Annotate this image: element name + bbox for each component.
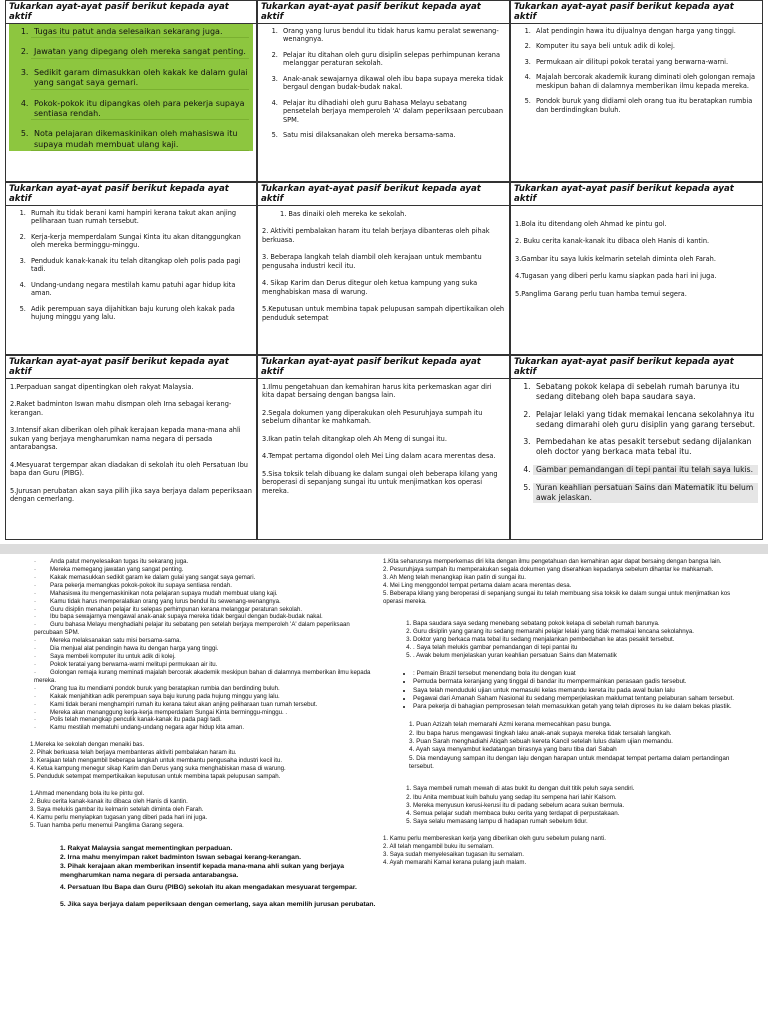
answer-line: 2. Buku cerita kanak-kanak itu dibaca oleh Hanis di kantin.: [30, 797, 188, 805]
answer-line: 3. Puan Sarah menghadiahi Atiqah sebuah kereta Kancil setelah lulus dalam ujian memandu.: [409, 738, 673, 746]
answer-item: · Kamu mestilah mematuhi undang-undang negara agar hidup kita aman.: [34, 724, 380, 732]
page-divider: [0, 544, 768, 554]
list-item: 2. Komputer itu saya beli untuk adik di kolej.: [533, 42, 758, 50]
answer-item: · Kamu tidak harus memperalatkan orang yang lurus bendul itu sewenang-wenangnya.: [34, 598, 380, 606]
list-item: 5.Panglima Garang perlu tuan hamba temui segera.: [515, 289, 687, 298]
list-item: 4.Tugasan yang diberi perlu kamu siapkan pada hari ini juga.: [515, 272, 717, 281]
answer-item: • Pegawai dari Amanah Saham Nasional itu sedang memperjelaskan maklumat tentang pelaburan saham tersebut.: [413, 695, 745, 703]
answer-block-bold: [60, 844, 380, 910]
answer-line: 4. Ayah saya menyambut kedatangan birasnya yang baru tiba dari Sabah: [409, 746, 617, 754]
answer-line: 1.Ahmad menendang bola itu ke pintu gol.: [30, 789, 145, 797]
answer-list: [383, 785, 745, 825]
list-item: 1. Bas dinaiki oleh mereka ke sekolah.: [280, 210, 407, 218]
answer-item: · Kami tidak berani menghampiri rumah itu kerana takut akan anjing peliharaan tuan rumah tersebut.: [34, 701, 380, 709]
answer-line: 3. Pihak kerajaan akan memberikan insentif kepada mana-mana ahli sukan yang berjaya mengharumkan nama negara di persada antarabangsa.: [60, 862, 345, 880]
list-item: 3. Beberapa langkah telah diambil oleh kerajaan untuk membantu pengusaha industri kecil itu.: [262, 253, 482, 270]
list-item: 3. Penduduk kanak-kanak itu telah ditangkap oleh polis pada pagi tadi.: [28, 257, 252, 274]
exercise-box-4: [5, 182, 257, 355]
box-heading: Tukarkan ayat-ayat pasif berikut kepada ayat aktif: [6, 183, 256, 206]
list-item: 1.Ilmu pengetahuan dan kemahiran harus kita perkemaskan agar diri kita dapat bersaing dengan bangsa lain.: [262, 383, 492, 400]
exercise-box-9: [510, 355, 763, 540]
exercise-box-8: [257, 355, 510, 540]
list-item: 5. Yuran keahlian persatuan Sains dan Matematik itu belum awak jelaskan.: [533, 483, 758, 503]
list-item: 1. Rumah itu tidak berani kami hampiri kerana takut akan anjing peliharaan tuan rumah tersebut.: [28, 209, 252, 226]
answer-item: • : Pemain Brazil tersebut menendang bola itu dengan kuat: [413, 670, 745, 678]
answer-line: 1. Kamu perlu membereskan kerja yang diberikan oleh guru sebelum pulang nanti.: [383, 834, 606, 842]
list-item: 4. Gambar pemandangan di tepi pantai itu telah saya lukis.: [533, 465, 758, 475]
list-item: 4. Undang-undang negara mestilah kamu patuhi agar hidup kita aman.: [28, 281, 252, 298]
list-item: 1. Alat pendingin hawa itu dijualnya dengan harga yang tinggi.: [533, 27, 758, 35]
box-heading: Tukarkan ayat-ayat pasif berikut kepada ayat aktif: [6, 356, 256, 379]
list-item: 3.Ikan patin telah ditangkap oleh Ah Meng di sungai itu.: [262, 434, 447, 443]
answer-item: 1. Bapa saudara saya sedang menebang sebatang pokok kelapa di sebelah rumah barunya.: [413, 620, 745, 628]
exercise-box-7: [5, 355, 257, 540]
list-item: 1. Sebatang pokok kelapa di sebelah rumah barunya itu sedang ditebang oleh bapa saudara saya.: [533, 382, 758, 402]
list-item: 1. Orang yang lurus bendul itu tidak harus kamu peralat sewenang-wenangnya.: [280, 27, 505, 44]
box-heading: Tukarkan ayat-ayat pasif berikut kepada ayat aktif: [511, 1, 762, 24]
answer-line: 4. Ketua kampung menegur sikap Karim dan Derus yang suka menghabiskan masa di warung.: [30, 765, 286, 773]
answer-line: 4. Mei Ling menggondol tempat pertama dalam acara merentas desa.: [383, 581, 572, 589]
answers-right-column: [383, 558, 745, 1024]
answer-item: 4. . Saya telah melukis gambar pemandangan di tepi pantai itu: [413, 644, 745, 652]
answer-block: [383, 835, 745, 867]
answer-line: 1.Mereka ke sekolah dengan menaiki bas.: [30, 741, 145, 749]
list-item: 3. Pembedahan ke atas pesakit tersebut sedang dijalankan oleh doctor yang berkaca mata tebal itu.: [533, 437, 758, 457]
list-item: 3. Anak-anak sewajarnya dikawal oleh ibu bapa supaya mereka tidak bergaul dengan budak-budak nakal.: [280, 75, 505, 92]
answer-item: · Guru bahasa Melayu menghadiahi pelajar itu sebatang pen setelah berjaya memperoleh 'A' dalam peperiksaan percubaan SPM.: [34, 621, 380, 637]
box-heading: Tukarkan ayat-ayat pasif berikut kepada ayat aktif: [258, 183, 509, 206]
answer-item: · Kakak memasukkan sedikit garam ke dalam gulai yang sangat saya gemari.: [34, 574, 380, 582]
list-item: 5.Keputusan untuk membina tapak pelupusan sampah dipertikaikan oleh penduduk setempat: [262, 305, 505, 322]
list-item: 1. Tugas itu patut anda selesaikan sekarang juga.: [31, 27, 249, 38]
list-item: 4. Majalah bercorak akademik kurang diminati oleh golongan remaja meskipun bahan di dalamnya memberikan ilmu kepada mereka.: [533, 73, 758, 90]
list-item: 5. Nota pelajaran dikemaskinikan oleh mahasiswa itu supaya mudah membuat ulang kaji.: [31, 129, 249, 151]
answer-line: 3. Saya sudah menyelesaikan tugasan itu semalam.: [383, 850, 524, 858]
answer-item: 5. Saya selalu memasang lampu di hadapan rumah sebelum tidur.: [413, 818, 745, 826]
answer-item: · Mahasiswa itu mengemaskinikan nota pelajaran supaya mudah membuat ulang kaji.: [34, 590, 380, 598]
answer-item: · Mereka akan menanggung kerja-kerja memperdalam Sungai Kinta berminggu-minggu. .: [34, 709, 380, 717]
list-item: 2. Kerja-kerja memperdalam Sungai Kinta itu akan ditanggungkan oleh mereka berminggu-minggu.: [28, 233, 252, 250]
box-heading: Tukarkan ayat-ayat pasif berikut kepada ayat aktif: [6, 1, 256, 24]
answer-item: · Saya membeli komputer itu untuk adik di kolej.: [34, 653, 380, 661]
answer-item: · Orang tua itu mendiami pondok buruk yang beratapkan rumbia dan berdinding buluh.: [34, 685, 380, 693]
answer-item: 3. Mereka menyusun kerusi-kerusi itu di padang sebelum acara sukan bermula.: [413, 802, 745, 810]
list-item: 4. Pelajar itu dihadiahi oleh guru Bahasa Melayu sebatang pensetelah berjaya memperoleh 'A' dalam peperiksaan percubaan SPM.: [280, 99, 505, 124]
answer-item: · Anda patut menyelesaikan tugas itu sekarang juga.: [34, 558, 380, 566]
answer-item: · Guru disiplin menahan pelajar itu selepas perhimpunan kerana melanggar peraturan sekolah.: [34, 606, 380, 614]
box-heading: Tukarkan ayat-ayat pasif berikut kepada ayat aktif: [511, 356, 762, 379]
answer-line: 2. All telah mengambil buku itu semalam.: [383, 842, 494, 850]
list-item: 5. Satu misi dilaksanakan oleh mereka bersama-sama.: [280, 131, 505, 139]
list-item: 3.Gambar itu saya lukis kelmarin setelah diminta oleh Farah.: [515, 254, 716, 263]
answer-item: • Pemuda bermata keranjang yang tinggal di bandar itu mempermainkan perasaan gadis tersebut.: [413, 678, 745, 686]
list-item: 2. Jawatan yang dipegang oleh mereka sangat penting.: [31, 47, 249, 58]
answer-item: • Saya telah menduduki ujian untuk memasuki kelas memandu kereta itu pada awal bulan lalu: [413, 687, 745, 695]
answer-item: 3. Doktor yang berkaca mata tebal itu sedang menjalankan pembedahan ke atas pesakit tersebut.: [413, 636, 745, 644]
exercise-box-3: [510, 0, 763, 182]
list-item: 1.Perpaduan sangat dipentingkan oleh rakyat Malaysia.: [10, 383, 194, 391]
answer-block: [383, 721, 745, 771]
answer-line: 5. Tuan hamba perlu menemui Panglima Garang segera.: [30, 821, 184, 829]
answer-list: [30, 558, 380, 732]
answer-line: 1. Rakyat Malaysia sangat mementingkan perpaduan.: [60, 844, 233, 852]
exercise-box-2: [257, 0, 510, 182]
answer-block: [383, 558, 745, 606]
list-item: 5. Pondok buruk yang didiami oleh orang tua itu beratapkan rumbia dan berdindingkan buluh.: [533, 97, 758, 114]
answer-item: 1. Saya membeli rumah mewah di atas bukit itu dengan duit titik peluh saya sendiri.: [413, 785, 745, 793]
answer-line: 2. Pesuruhjaya sumpah itu memperakukan segala dokumen yang diserahkan kepadanya sebelum dihantar ke mahkamah.: [383, 565, 714, 573]
answer-item: · Mereka memegang jawatan yang sangat penting.: [34, 566, 380, 574]
answer-block: [30, 741, 380, 781]
answer-line: 2. Ibu bapa harus mengawasi tingkah laku anak-anak supaya mereka tidak tersalah langkah.: [409, 729, 672, 737]
answer-line: 3. Saya melukis gambar itu kelmarin setelah diminta oleh Farah.: [30, 805, 204, 813]
exercise-grid: [5, 0, 763, 540]
answer-line: 1.Kita seharusnya memperkemas diri kita dengan ilmu pengetahuan dan kemahiran agar dapat bersaing dengan bangsa lain.: [383, 558, 722, 565]
answer-line: 5. Dia mendayung sampan itu dengan laju dengan harapan untuk mendapat tempat pertama dalam pertandingan tersebut.: [409, 754, 730, 771]
answer-item: 5. . Awak belum menjelaskan yuran keahlian persatuan Sains dan Matematik: [413, 652, 745, 660]
list-item: 2.Segala dokumen yang diperakukan oleh Pesuruhjaya sumpah itu sebelum dihantar ke mahkamah.: [262, 408, 483, 426]
list-item: 5.Jurusan perubatan akan saya pilih jika saya berjaya dalam peperiksaan dengan cemerlang.: [10, 486, 252, 503]
list-item: 1.Bola itu ditendang oleh Ahmad ke pintu gol.: [515, 220, 667, 228]
list-item: 3. Sedikit garam dimasukkan oleh kakak ke dalam gulai yang sangat saya gemari.: [31, 68, 249, 90]
answer-line: 3. Ah Meng telah menangkap ikan patin di sungai itu.: [383, 573, 526, 581]
answer-item: 2. Ibu Anita membuat kuih bahulu yang sedap itu sempena hari lahir Kalsom.: [413, 794, 745, 802]
answer-item: · Mereka melaksanakan satu misi bersama-sama.: [34, 637, 380, 645]
list-item: 2.Raket badminton Iswan mahu dismpan oleh Irna sebagai kerang-kerangan.: [10, 400, 232, 417]
exercise-box-1: [5, 0, 257, 182]
answer-line: 2. Irna mahu menyimpan raket badminton Iswan sebagai kerang-kerangan.: [60, 853, 301, 861]
exercise-box-5: [257, 182, 510, 355]
answer-item: · Dia menjual alat pendingin hawa itu dengan harga yang tinggi.: [34, 645, 380, 653]
list-item: 4.Tempat pertama digondol oleh Mei Ling dalam acara merentas desa.: [262, 452, 496, 461]
answer-item: 2. Guru disiplin yang garang itu sedang memarahi pelajar lelaki yang tidak memakai lencana sekolahnya.: [413, 628, 745, 636]
list-item: 4. Pokok-pokok itu dipangkas oleh para pekerja supaya sentiasa rendah.: [31, 99, 249, 121]
answer-item: · Polis telah menangkap penculik kanak-kanak itu pada pagi tadi.: [34, 716, 380, 724]
answer-line: 1. Puan Azizah telah memarahi Azmi kerana memecahkan pasu bunga.: [409, 721, 612, 729]
list-item: 5.Sisa toksik telah dibuang ke dalam sungai oleh beberapa kilang yang beroperasi di sepanjang sungai itu untuk menjimatkan kos operasi mereka.: [262, 469, 498, 495]
exercise-box-6: [510, 182, 763, 355]
answer-block: [30, 790, 380, 830]
list-item: 5. Adik perempuan saya dijahitkan baju kurung oleh kakak pada hujung minggu yang lalu.: [28, 305, 252, 322]
list-item: 2. Pelajar lelaki yang tidak memakai lencana sekolahnya itu sedang dimarahi oleh guru disiplin yang garang tersebut.: [533, 410, 758, 430]
answer-line: 5. Penduduk setempat mempertikaikan keputusan untuk membina tapak pelupusan sampah.: [30, 772, 281, 780]
list-item: 4.Mesyuarat tergempar akan diadakan di sekolah itu oleh Persatuan Ibu bapa dan Guru (PIBG).: [10, 460, 248, 478]
answer-list: [383, 620, 745, 660]
answer-line: 3. Kerajaan telah mengambil beberapa langkah untuk membantu pengusaha industri kecil itu.: [30, 757, 283, 765]
box-heading: Tukarkan ayat-ayat pasif berikut kepada ayat aktif: [258, 1, 509, 24]
answer-item: 4. Semua pelajar sudah membaca buku cerita yang terdapat di perpustakaan.: [413, 810, 745, 818]
list-item: 2. Buku cerita kanak-kanak itu dibaca oleh Hanis di kantin.: [515, 237, 710, 246]
answers-left-column: [30, 558, 380, 1024]
answer-item: · Pokok teratai yang berwarna-warni melitupi permukaan air itu.: [34, 661, 380, 669]
box-heading: Tukarkan ayat-ayat pasif berikut kepada ayat aktif: [258, 356, 509, 379]
highlight-area: [9, 24, 253, 151]
answer-list: [383, 670, 745, 712]
answer-line: 5. Jika saya berjaya dalam peperiksaan dengan cemerlang, saya akan memilih jurusan perubatan.: [60, 901, 376, 909]
answer-item: • Para pekerja di bahagian pemprosesan telah memasukkan getah yang telah diproses itu ke dalam bekas plastik.: [413, 703, 745, 711]
answer-line: 5. Beberapa kilang yang beroperasi di sepanjang sungai itu telah membuang sisa toksik ke dalam sungai untuk menjimatkan kos operasi mereka.: [383, 589, 731, 605]
answer-line: 4. Persatuan Ibu Bapa dan Guru (PIBG) sekolah itu akan mengadakan mesyuarat tergempar.: [60, 884, 357, 892]
answer-line: 2. Pihak berkuasa telah berjaya membanteras aktiviti pembalakan haram itu.: [30, 749, 237, 757]
list-item: 2. Aktiviti pembalakan haram itu telah berjaya dibanteras oleh pihak berkuasa.: [262, 227, 490, 244]
list-item: 3. Permukaan air dilitupi pokok teratai yang berwarna-warni.: [533, 58, 758, 66]
box-heading: Tukarkan ayat-ayat pasif berikut kepada ayat aktif: [511, 183, 762, 206]
answer-item: · Golongan remaja kurang meminati majalah bercorak akademik meskipun bahan di dalamnya memberikan ilmu kepada mereka.: [34, 669, 380, 685]
list-item: 2. Pelajar itu ditahan oleh guru disiplin selepas perhimpunan kerana melanggar peraturan sekolah.: [280, 51, 505, 68]
answer-item: · Para pekerja memangkas pokok-pokok itu supaya sentiasa rendah.: [34, 582, 380, 590]
answer-line: 4. Kamu perlu menyiapkan tugasan yang diberi pada hari ini juga.: [30, 813, 208, 821]
list-item: 3.Intensif akan diberikan oleh pihak kerajaan kepada mana-mana ahli sukan yang berjaya mengharumkan nama negara di persada antarabangsa.: [10, 426, 241, 452]
list-item: 4. Sikap Karim dan Derus ditegur oleh ketua kampung yang suka menghabiskan masa di warung.: [262, 279, 478, 296]
answer-item: · Ibu bapa sewajarnya mengawal anak-anak supaya mereka tidak bergaul dengan budak-budak nakal.: [34, 613, 380, 621]
answer-item: · Kakak menjahitkan adik perempuan saya baju kurung pada hujung minggu yang lalu.: [34, 693, 380, 701]
answer-line: 4. Ayah memarahi Kamal kerana pulang jauh malam.: [383, 858, 527, 866]
